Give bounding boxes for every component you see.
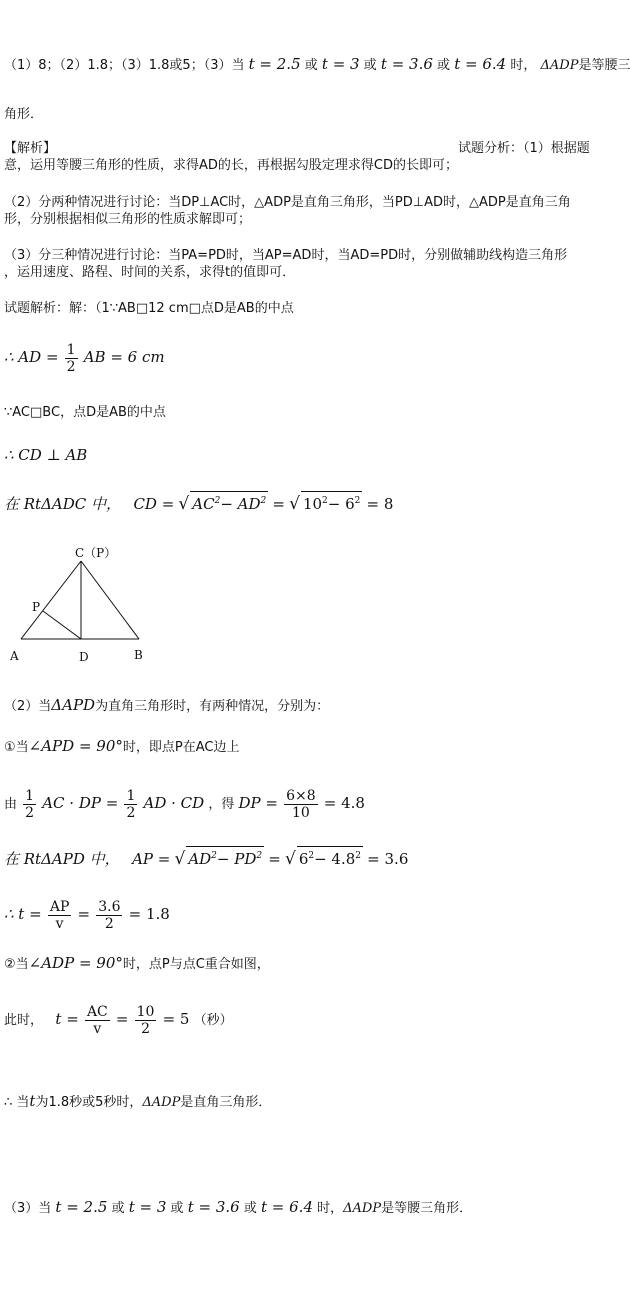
label-a: A [10,649,19,663]
part2-case2: ②当∠ADP = 90°时，点P与点C重合如图， [4,954,270,972]
math-ab: AB = 6 cm [83,348,165,366]
analysis-line-4: （3）分三种情况进行讨论：当PA=PD时，当AP=AD时，当AD=PD时，分别做辅助线构造三角形 [4,248,568,263]
part2-conclusion: ∴ 当t为1.8秒或5秒时，ΔADP是直角三角形． [4,1092,272,1110]
answer-tail-2: 是等腰三 [578,58,630,73]
triangle-adp: ΔADP [540,58,579,73]
angle-apd: ∠APD = 90° [28,737,123,755]
or-text: 或 [304,58,318,73]
part3-conclusion: （3）当 t = 2.5 或 t = 3 或 t = 3.6 或 t = 6.4 时，ΔADP是等腰三角形． [4,1198,473,1216]
answer-tail: 时， [510,58,537,73]
rt-triangle-adc: 在 RtΔADC 中， [4,495,122,513]
part2-ap-calc: 在 RtΔAPD 中， AP = √ $AD^2- PD^2$ = √ $6^2- 4.8^2 = 3.6$ [4,846,408,870]
answer-text: （1）8；（2）1.8；（3）1.8或5；（3）当 [4,58,245,73]
analysis-line-3: 形，分别根据相似三角形的性质求解即可； [4,212,252,227]
answer-line-2: 角形． [4,107,44,122]
math-ad: ∴ AD = [4,348,59,366]
math-t4: t = 6.4 [454,55,507,73]
math-t3: t = 3.6 [380,55,433,73]
label-b: B [134,648,143,662]
solution-line-3: ∵AC□BC，点D是AB的中点 [4,405,166,420]
answer-line-1 [4,55,630,75]
part2-t-calc: ∴ t = $\frac{AP}{v}$ = $\frac{3.6}{2}$ = 1.8 [4,899,170,932]
solution-line-1: 试题解析：解：（1∵AB□12 cm□点D是AB的中点 [4,301,294,316]
or-text: 或 [437,58,451,73]
side-ac [21,561,81,639]
analysis-line-5: ，运用速度、路程、时间的关系，求得t的值即可． [4,265,296,280]
part2-case1: ①当∠APD = 90°时，即点P在AC边上 [4,737,240,755]
analysis-line-1: 意，运用等腰三角形的性质，求得AD的长，再根据勾股定理求得CD的长即可； [4,158,458,173]
part2-t-calc-2: 此时， t = $\frac{AC}{v}$ = $\frac{10}{2}$ = 5 （秒） [4,1004,233,1037]
analysis-tag: 【解析】 [4,141,57,156]
part2-area-eq: 由 $\frac{1}{2}$ AC · DP = $\frac{1}{2}$ AD · CD ，得 DP = $\frac{6\times 8}{10}$ = 4.8 [4,788,365,821]
or-text: 或 [363,58,377,73]
angle-adp: ∠ADP = 90° [28,954,123,972]
label-c-p: C（P） [75,546,117,560]
math-t2: t = 3 [321,55,360,73]
rt-triangle-apd: 在 RtΔAPD 中， [4,850,120,868]
part2-intro: （2）当ΔAPD为直角三角形时，有两种情况，分别为： [4,696,330,714]
triangle-apd: ΔAPD [51,696,96,714]
math-t1: t = 2.5 [248,55,301,73]
solution-line-5: 在 RtΔADC 中， CD = √ $AC^2- AD^2$ = √ $10^2- 6^2 = 8$ [4,491,393,515]
analysis-head-right: 试题分析：（1）根据题 [458,141,590,156]
solution-line-2 [4,342,165,375]
solution-line-4: ∴ CD ⊥ AB [4,446,88,464]
segment-pd [43,611,81,639]
triangle-figure [6,545,166,670]
analysis-line-2: （2）分两种情况进行讨论：当DP⊥AC时，△ADP是直角三角形，当PD⊥AD时，△ADP是直角三角 [4,195,571,210]
label-d: D [79,650,89,664]
label-p: P [32,600,41,614]
side-cb [81,561,139,639]
fraction-half: $\frac{1}{2}$ [66,342,76,375]
